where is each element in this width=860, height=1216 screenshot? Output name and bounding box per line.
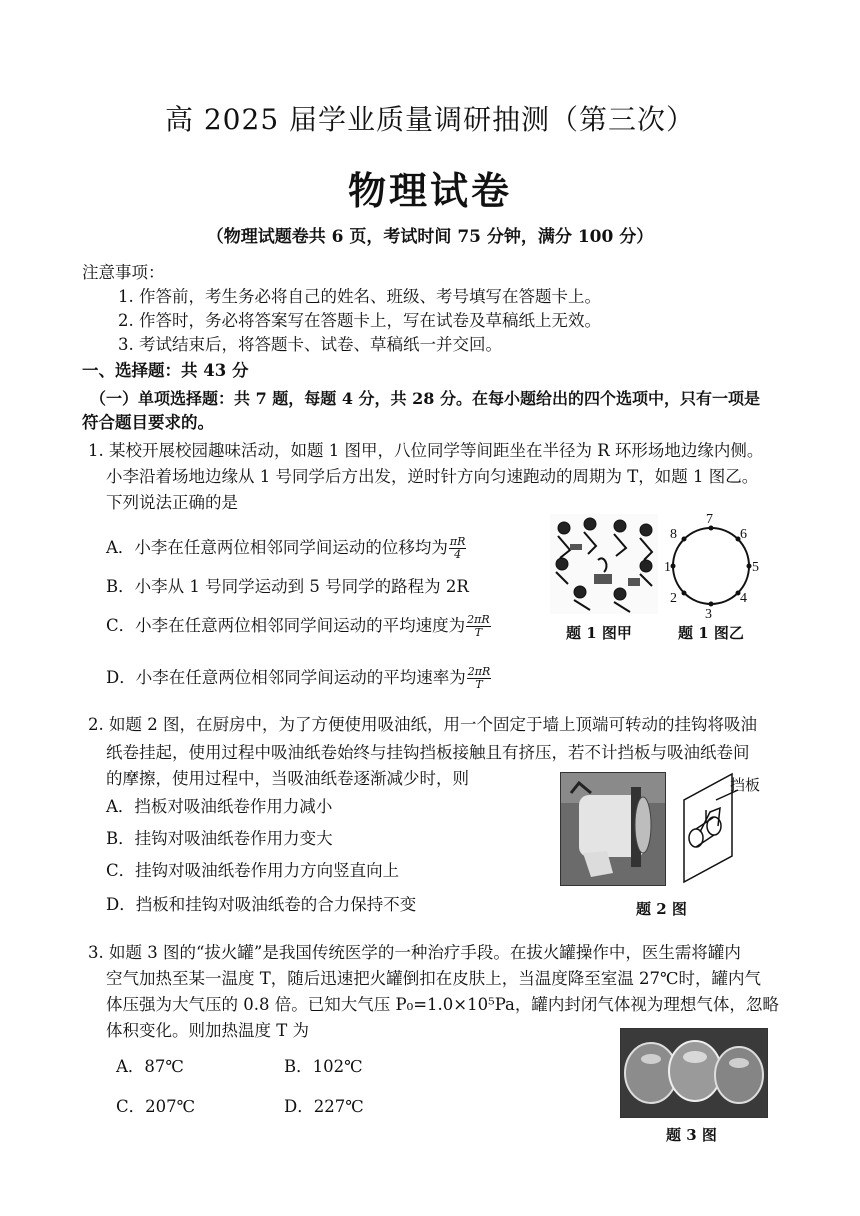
circle-label-5: 5 [752,560,759,575]
q1-option-c: C．小李在任意两位相邻同学间运动的平均速度为 $\frac{2\pi R}{T}$ [106,613,490,639]
q2-caption: 题 2 图 [636,900,687,918]
section-title: 一、选择题：共 43 分 [82,361,249,380]
notice-heading: 注意事项： [82,263,165,282]
exam-title: 高 2025 届学业质量调研抽测（第三次） [164,103,696,136]
circle-label-8: 8 [670,527,677,542]
q2-stem: 2. 如题 2 图，在厨房中，为了方便使用吸油纸，用一个固定于墙上顶端可转动的挂钩将吸油 [88,715,757,734]
q2-option-c: C．挂钩对吸油纸卷作用力方向竖直向上 [106,861,400,880]
q3-photo-cupping-jars [620,1028,768,1118]
q1-figure-a-illustration [550,514,658,614]
q3-option-b: B．102℃ [284,1057,363,1076]
q3-stem: 空气加热至某一温度 T，随后迅速把火罐倒扣在皮肤上，当温度降至室温 27℃时，罐内气 [106,969,761,988]
circle-label-6: 6 [740,527,747,542]
q1-stem: 小李沿着场地边缘从 1 号同学后方出发，逆时针方向匀速跑动的周期为 T，如题 1 图乙。 [106,467,759,486]
q2-option-d: D．挡板和挂钩对吸油纸卷的合力保持不变 [106,895,417,914]
notice-item: 3. 考试结束后，将答题卡、试卷、草稿纸一并交回。 [118,335,502,354]
subject-title: 物理试卷 [347,168,512,213]
circle-label-7: 7 [706,512,713,527]
circle-label-4: 4 [740,591,747,606]
q1-figure-b-circle-diagram [664,510,764,620]
q3-option-d: D．227℃ [284,1097,364,1116]
exam-note: （物理试题卷共 6 页，考试时间 75 分钟，满分 100 分） [206,227,654,247]
notice-item: 2. 作答时，务必将答案写在答题卡上，写在试卷及草稿纸上无效。 [118,311,601,330]
circle-label-2: 2 [670,591,677,606]
notice-item: 1. 作答前，考生务必将自己的姓名、班级、考号填写在答题卡上。 [118,287,601,306]
q2-baffle-diagram [676,770,780,890]
q3-caption: 题 3 图 [666,1126,717,1144]
q2-stem: 纸卷挂起，使用过程中吸油纸卷始终与挂钩挡板接触且有挤压，若不计挡板与吸油纸卷间 [106,743,750,762]
q1-option-d: D．小李在任意两位相邻同学间运动的平均速率为 $\frac{2\pi R}{T}$ [106,665,491,691]
section-subtitle-cont: 符合题目要求的。 [82,413,214,432]
q3-stem: 体积变化。则加热温度 T 为 [106,1021,309,1040]
q1-caption-b: 题 1 图乙 [678,624,744,642]
q2-option-a: A．挡板对吸油纸卷作用力减小 [106,797,333,816]
q2-stem: 的摩擦，使用过程中，当吸油纸卷逐渐减少时，则 [106,769,469,788]
q3-option-c: C．207℃ [116,1097,196,1116]
q3-option-a: A．87℃ [116,1057,184,1076]
q1-stem: 下列说法正确的是 [106,493,238,512]
q2-photo-paper-roll [560,772,666,886]
q3-stem: 3. 如题 3 图的“拔火罐”是我国传统医学的一种治疗手段。在拔火罐操作中，医生需将罐内 [88,943,741,962]
q3-stem: 体压强为大气压的 0.8 倍。已知大气压 P₀=1.0×10⁵Pa，罐内封闭气体视为理想气体，忽略 [106,995,779,1014]
q2-option-b: B．挂钩对吸油纸卷作用力变大 [106,829,333,848]
q1-stem: 1. 某校开展校园趣味活动，如题 1 图甲，八位同学等间距坐在半径为 R 环形场地边缘内侧。 [88,441,764,460]
q1-caption-a: 题 1 图甲 [566,624,632,642]
section-subtitle: （一）单项选择题：共 7 题，每题 4 分，共 28 分。在每小题给出的四个选项中，只有一项是 [90,389,760,408]
q2-baffle-label: 挡板 [730,776,761,794]
circle-label-1: 1 [664,560,671,575]
circle-label-3: 3 [705,607,712,620]
q1-option-b: B．小李从 1 号同学运动到 5 号同学的路程为 2R [106,577,469,596]
q1-option-a: A．小李在任意两位相邻同学间运动的位移均为 $\frac{\pi R}{4}$ [106,535,466,561]
